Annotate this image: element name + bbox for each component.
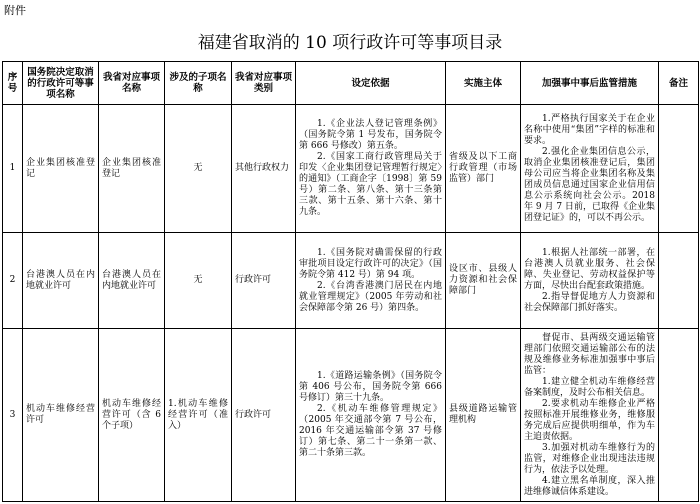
row-seq: 2: [3, 233, 23, 329]
row-prov-item: 机动车维修经营许可（含 6 个子项）: [99, 329, 165, 502]
header-sub-items: 涉及的子项名称: [165, 62, 232, 105]
attachment-label: 附件: [4, 4, 26, 17]
row-item-name: 台港澳人员在内地就业许可: [23, 233, 99, 329]
row-measures: [521, 329, 659, 502]
measure-item: 1.严格执行国家关于在企业名称中使用“集团”字样的标准和要求。: [524, 113, 655, 146]
row-category: 其他行政权力: [232, 105, 296, 233]
row-remark: [659, 329, 699, 502]
measure-item: 2.指导督促地方人力资源和社会保障部门抓好落实。: [524, 291, 655, 313]
header-item-name: 国务院决定取消的行政许可等事项名称: [23, 62, 99, 105]
table-row: [3, 105, 699, 233]
row-basis: [296, 105, 446, 233]
basis-item: 2.《台湾香港澳门居民在内地就业管理规定》（2005 年劳动和社会保障部令第 26 号）第四条。: [299, 280, 442, 313]
measure-item: 2.要求机动车维修企业严格按照标准开展维修业务，维修服务完成后应提供明细单，作为车主追责依据。: [524, 398, 655, 442]
header-basis: 设定依据: [296, 62, 446, 105]
table-row: [3, 233, 699, 329]
row-sub-items: 无: [165, 233, 232, 329]
row-subject: 县级道路运输管理机构: [446, 329, 521, 502]
row-item-name: 机动车维修经营许可: [23, 329, 99, 502]
row-remark: [659, 105, 699, 233]
measure-item: 督促市、县两级交通运输管理部门依照交通运输部公布的法规及维修业务标准加强事中事后监管：: [524, 332, 655, 376]
row-measures: [521, 233, 659, 329]
basis-item: 1.《国务院对确需保留的行政审批项目设定行政许可的决定》（国务院令第 412 号）第 94 项。: [299, 247, 442, 280]
row-sub-items: 无: [165, 105, 232, 233]
header-remark: 备注: [659, 62, 699, 105]
header-subject: 实施主体: [446, 62, 521, 105]
row-prov-item: 企业集团核准登记: [99, 105, 165, 233]
row-category: 行政许可: [232, 329, 296, 502]
row-subject: 省级及以下工商行政管理（市场监管）部门: [446, 105, 521, 233]
measure-item: 1.根据人社部统一部署，在台港澳人员就业服务、社会保障、失业登记、劳动权益保护等方面，尽快出台配套政策措施。: [524, 247, 655, 291]
row-seq: 3: [3, 329, 23, 502]
measure-item: 4.建立黑名单制度，深入推进维修诚信体系建设。: [524, 475, 655, 497]
basis-item: 2.《机动车维修管理规定》（2005 年交通部令第 7 号公布，2016 年交通运输部令第 37 号修订）第七条、第二十一条第一款、第二十条第三款。: [299, 404, 442, 458]
header-measures: 加强事中事后监管措施: [521, 62, 659, 105]
items-table: [2, 61, 699, 502]
basis-item: 1.《企业法人登记管理条例》（国务院令第 1 号发布，国务院令第 666 号修改）第五条。: [299, 119, 442, 151]
row-measures: [521, 105, 659, 233]
row-basis: [296, 329, 446, 502]
measure-item: 3.加强对机动车维修行为的监管，对维修企业出现违法违规行为，依法予以处理。: [524, 442, 655, 475]
page-title: 福建省取消的 10 项行政许可等事项目录: [197, 33, 503, 53]
header-seq: 序号: [3, 62, 23, 105]
row-remark: [659, 233, 699, 329]
basis-item: 2.《国家工商行政管理局关于印发〈企业集团登记管理暂行规定〉的通知》（工商企字〔1998〕第 59 号）第二条、第八条、第十三条第三款、第十五条、第十六条、第十九条。: [299, 152, 442, 217]
basis-item: 1.《道路运输条例》（国务院令第 406 号公布，国务院令第 666 号修订）第三十九条。: [299, 371, 442, 403]
row-subject: 设区市、县级人力资源和社会保障部门: [446, 233, 521, 329]
row-basis: [296, 233, 446, 329]
header-prov-item: 我省对应事项名称: [99, 62, 165, 105]
row-seq: 1: [3, 105, 23, 233]
header-category: 我省对应事项类别: [232, 62, 296, 105]
row-sub-items: 1.机动车维修经营许可（准入）: [165, 329, 232, 502]
table-row: [3, 329, 699, 502]
row-category: 行政许可: [232, 233, 296, 329]
measure-item: 2.强化企业集团信息公示，取消企业集团核准登记后，集团母公司应当将企业集团名称及集团成员信息通过国家企业信用信息公示系统向社会公示。2018 年 9 月 7 日前，已取得《企业集团登记证》的，可以不再公示。: [524, 146, 655, 223]
header-row: [3, 62, 699, 105]
row-prov-item: 台港澳人员在内地就业许可: [99, 233, 165, 329]
measure-item: 1.建立健全机动车维修经营备案制度，及时公布相关信息。: [524, 376, 655, 398]
row-item-name: 企业集团核准登记: [23, 105, 99, 233]
